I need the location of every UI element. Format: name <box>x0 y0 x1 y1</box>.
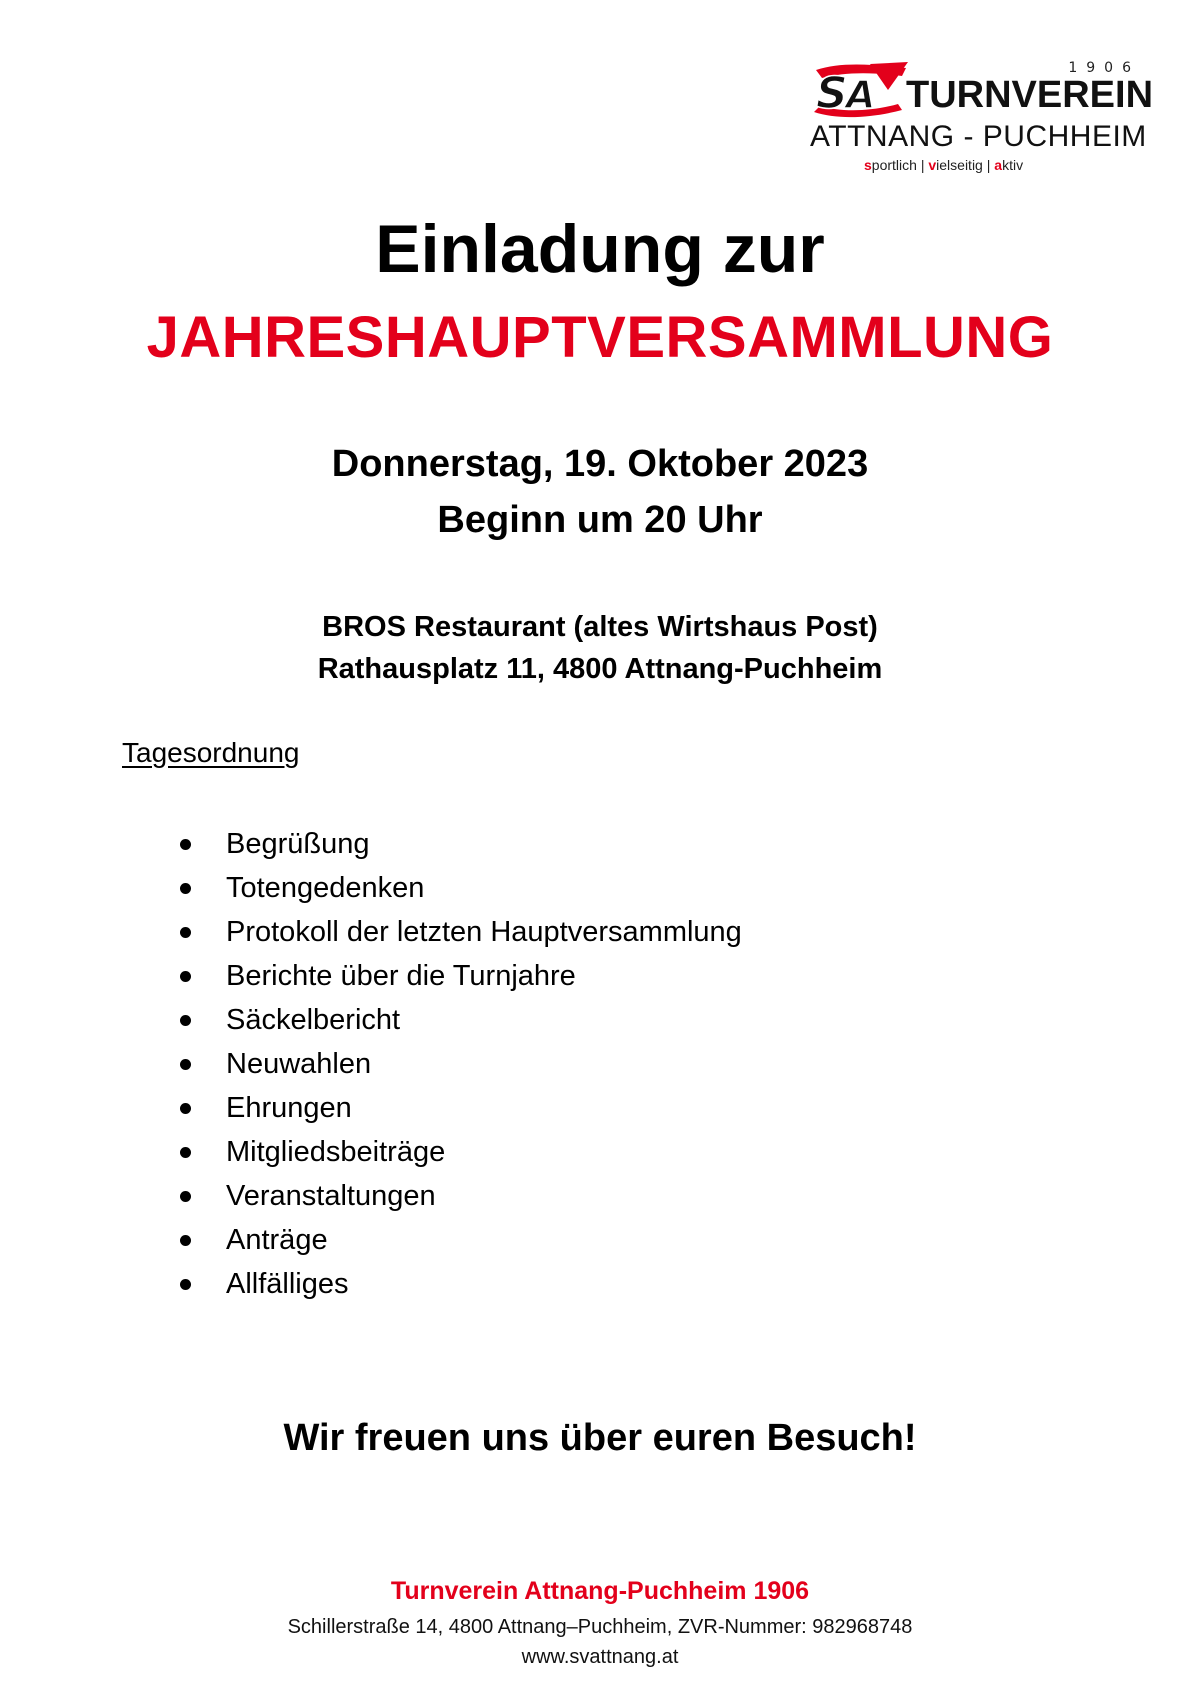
bullet-icon <box>180 1015 191 1026</box>
tagline-word1-rest: portlich <box>871 157 917 173</box>
agenda-item-label: Neuwahlen <box>226 1048 372 1080</box>
footer-club-name: Turnverein Attnang-Puchheim 1906 <box>390 1577 810 1605</box>
club-logo <box>810 58 1154 178</box>
agenda-item-label: Totengedenken <box>226 872 425 904</box>
svg-text:S: S <box>816 68 848 119</box>
agenda-item-label: Begrüßung <box>226 828 370 860</box>
agenda-item-label: Veranstaltungen <box>226 1180 436 1212</box>
bullet-icon <box>180 883 191 894</box>
bullet-icon <box>180 1147 191 1158</box>
tagline-word3-rest: ktiv <box>1002 157 1024 173</box>
bullet-icon <box>180 839 191 850</box>
bullet-icon <box>180 1059 191 1070</box>
tagline-word2-rest: ielseitig <box>936 157 983 173</box>
agenda-item-label: Berichte über die Turnjahre <box>226 960 576 992</box>
svg-text:A: A <box>846 73 876 117</box>
logo-city: ATTNANG - PUCHHEIM <box>810 120 1147 153</box>
footer-website-link[interactable]: www.svattnang.at <box>521 1646 679 1668</box>
logo-club-name: TURNVEREIN <box>906 74 1154 116</box>
club-monogram-icon <box>810 60 910 122</box>
bullet-icon <box>180 1191 191 1202</box>
tagline-word2-initial: v <box>928 157 937 173</box>
tagline-word1-initial: s <box>864 157 872 173</box>
tagline-separator-2: | <box>982 157 995 173</box>
event-time: Beginn um 20 Uhr <box>437 499 763 541</box>
event-address: Rathausplatz 11, 4800 Attnang-Puchheim <box>317 653 883 685</box>
tagline-word3-initial: a <box>994 157 1003 173</box>
bullet-icon <box>180 1235 191 1246</box>
meeting-title: JAHRESHAUPTVERSAMMLUNG <box>146 305 1054 370</box>
agenda-item-label: Allfälliges <box>226 1268 349 1300</box>
agenda-item-label: Säckelbericht <box>226 1004 401 1036</box>
logo-year: 1906 <box>1068 60 1140 76</box>
event-date: Donnerstag, 19. Oktober 2023 <box>331 443 869 485</box>
footer-address: Schillerstraße 14, 4800 Attnang–Puchheim, ZVR-Nummer: 982968748 <box>287 1616 913 1638</box>
bullet-icon <box>180 927 191 938</box>
agenda-item-label: Protokoll der letzten Hauptversammlung <box>226 916 742 948</box>
agenda-item-label: Ehrungen <box>226 1092 352 1124</box>
bullet-icon <box>180 1279 191 1290</box>
agenda-item-label: Mitgliedsbeiträge <box>226 1136 446 1168</box>
event-venue: BROS Restaurant (altes Wirtshaus Post) <box>322 611 878 643</box>
logo-tagline <box>864 158 1023 172</box>
agenda-item-label: Anträge <box>226 1224 328 1256</box>
bullet-icon <box>180 1103 191 1114</box>
bullet-icon <box>180 971 191 982</box>
closing-message: Wir freuen uns über euren Besuch! <box>283 1417 917 1459</box>
tagline-separator-1: | <box>916 157 929 173</box>
invitation-title: Einladung zur <box>375 211 825 287</box>
agenda-heading: Tagesordnung <box>122 737 300 768</box>
